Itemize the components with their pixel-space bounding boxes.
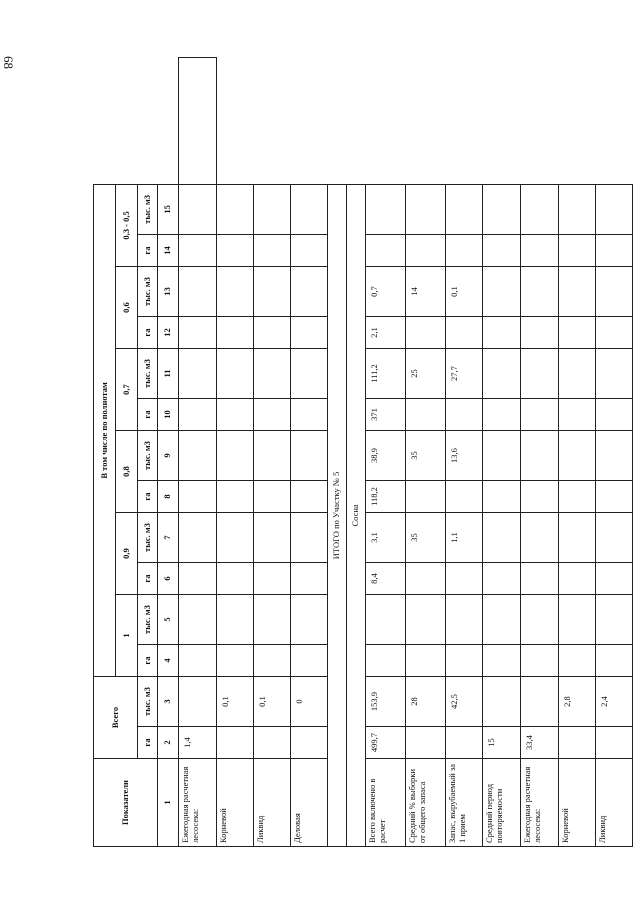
- table-cell: [366, 184, 406, 234]
- table-row: [366, 58, 406, 847]
- header-ha: га: [138, 235, 158, 267]
- table-cell: [559, 727, 596, 759]
- table-cell: [254, 399, 291, 431]
- table-cell: [291, 399, 328, 431]
- table-cell: 0,1: [254, 677, 291, 727]
- row-label: Ежегодная расчетная лесосека:: [179, 759, 217, 847]
- table-cell: [596, 595, 633, 645]
- table-cell: [596, 481, 633, 513]
- table-cell: 27,7: [446, 349, 483, 399]
- column-number: 13: [158, 267, 179, 317]
- table-cell: [217, 431, 254, 481]
- header-ha: га: [138, 399, 158, 431]
- table-cell: [559, 563, 596, 595]
- table-cell: [559, 235, 596, 267]
- table-cell: [179, 349, 217, 399]
- row-label: Средний % выборки от общего запаса: [406, 759, 446, 847]
- table-cell: [559, 645, 596, 677]
- section-title-row: [328, 58, 347, 847]
- table-cell: [483, 513, 521, 563]
- table-row: [559, 58, 596, 847]
- table-cell: [406, 184, 446, 234]
- table-cell: 2,4: [596, 677, 633, 727]
- table-cell: [179, 513, 217, 563]
- table-row: [521, 58, 559, 847]
- table-cell: 3,1: [366, 513, 406, 563]
- column-number: 8: [158, 481, 179, 513]
- table-cell: 15: [483, 727, 521, 759]
- table-cell: [596, 317, 633, 349]
- table-cell: 0,1: [446, 267, 483, 317]
- table-cell: 28: [406, 677, 446, 727]
- table-cell: [483, 349, 521, 399]
- table-cell: [406, 727, 446, 759]
- table-cell: [179, 267, 217, 317]
- table-cell: [179, 563, 217, 595]
- table-row: [596, 58, 633, 847]
- table-cell: [521, 563, 559, 595]
- table-cell: [559, 513, 596, 563]
- table-row: [446, 58, 483, 847]
- column-number: 5: [158, 595, 179, 645]
- column-number: 6: [158, 563, 179, 595]
- table-cell: [366, 595, 406, 645]
- table-cell: [446, 563, 483, 595]
- table-cell: [521, 184, 559, 234]
- table-cell: [596, 513, 633, 563]
- table-cell: [366, 235, 406, 267]
- row-label: Ликвид: [254, 759, 291, 847]
- table-cell: [406, 235, 446, 267]
- table-cell: [291, 184, 328, 234]
- header-volume: тыс. м3: [138, 513, 158, 563]
- table-cell: 2,1: [366, 317, 406, 349]
- row-label: Запас, вырубаемый за 1 прием: [446, 759, 483, 847]
- row-label: Ликвид: [596, 759, 633, 847]
- table-cell: [254, 563, 291, 595]
- table-cell: [483, 317, 521, 349]
- table-row: [217, 58, 254, 847]
- table-cell: [596, 349, 633, 399]
- table-cell: [521, 431, 559, 481]
- table-cell: [406, 595, 446, 645]
- column-number: 4: [158, 645, 179, 677]
- table-cell: [179, 399, 217, 431]
- table-cell: [559, 481, 596, 513]
- table-cell: [483, 399, 521, 431]
- table-cell: [446, 399, 483, 431]
- row-label: Деловая: [291, 759, 328, 847]
- table-cell: [596, 563, 633, 595]
- table-cell: [483, 481, 521, 513]
- header-by-density: В том числе по полнотам: [94, 184, 116, 676]
- table-cell: [217, 481, 254, 513]
- table-cell: 35: [406, 431, 446, 481]
- table-cell: [521, 399, 559, 431]
- table-cell: [559, 399, 596, 431]
- table-cell: [254, 349, 291, 399]
- table-cell: [254, 235, 291, 267]
- table-cell: [217, 727, 254, 759]
- header-ha: га: [138, 563, 158, 595]
- header-volume: тыс. м3: [138, 349, 158, 399]
- table-cell: 0,1: [217, 677, 254, 727]
- table-cell: [559, 184, 596, 234]
- table-cell: [406, 399, 446, 431]
- table-cell: [291, 595, 328, 645]
- table-cell: [521, 677, 559, 727]
- table-cell: [483, 431, 521, 481]
- header-density: 0,7: [116, 349, 138, 431]
- table-cell: [254, 513, 291, 563]
- column-number: 3: [158, 677, 179, 727]
- table-cell: [521, 267, 559, 317]
- table-cell: [596, 399, 633, 431]
- table-cell: [406, 563, 446, 595]
- table-cell: [559, 431, 596, 481]
- table-cell: [291, 267, 328, 317]
- column-number: 14: [158, 235, 179, 267]
- table-cell: 0: [291, 677, 328, 727]
- header-ha: га: [138, 481, 158, 513]
- table-cell: 2,8: [559, 677, 596, 727]
- table-cell: [406, 645, 446, 677]
- row-label: Ежегодная расчетная лесосека:: [521, 759, 559, 847]
- column-number: 10: [158, 399, 179, 431]
- table-cell: 33,4: [521, 727, 559, 759]
- table-cell: [291, 513, 328, 563]
- header-ha: га: [138, 645, 158, 677]
- species-label: Сосна: [347, 184, 366, 846]
- header-volume: тыс. м3: [138, 431, 158, 481]
- row-label: Корневой: [217, 759, 254, 847]
- table-cell: [179, 677, 217, 727]
- table-cell: 0,7: [366, 267, 406, 317]
- species-row: [347, 58, 366, 847]
- row-label: Средний период повторяемости: [483, 759, 521, 847]
- table-cell: 371: [366, 399, 406, 431]
- table-cell: [521, 481, 559, 513]
- table-cell: [254, 317, 291, 349]
- table-cell: [254, 645, 291, 677]
- table-cell: [521, 349, 559, 399]
- table-row: [179, 58, 217, 847]
- header-density: 0,6: [116, 267, 138, 349]
- rotated-table-wrapper: [93, 57, 609, 847]
- table-cell: [446, 645, 483, 677]
- cutting-area-table: [93, 57, 633, 847]
- table-cell: [366, 645, 406, 677]
- table-cell: [521, 595, 559, 645]
- table-cell: [521, 513, 559, 563]
- table-cell: [483, 235, 521, 267]
- table-cell: 13,6: [446, 431, 483, 481]
- table-cell: [291, 481, 328, 513]
- table-cell: [217, 645, 254, 677]
- upper-rows: [179, 58, 328, 847]
- table-cell: [217, 267, 254, 317]
- table-cell: [217, 317, 254, 349]
- table-cell: [559, 317, 596, 349]
- table-cell: 499,7: [366, 727, 406, 759]
- header-density: 0,9: [116, 513, 138, 595]
- table-cell: 42,5: [446, 677, 483, 727]
- header-volume: тыс. м3: [138, 267, 158, 317]
- table-cell: [446, 317, 483, 349]
- table-row: [406, 58, 446, 847]
- column-number: 15: [158, 184, 179, 234]
- table-cell: [406, 317, 446, 349]
- table-cell: [596, 431, 633, 481]
- table-cell: [217, 563, 254, 595]
- table-cell: [254, 595, 291, 645]
- header-volume: тыс. м3: [138, 595, 158, 645]
- table-cell: [254, 481, 291, 513]
- table-cell: [291, 235, 328, 267]
- table-cell: [559, 349, 596, 399]
- table-cell: [217, 349, 254, 399]
- table-cell: [217, 235, 254, 267]
- table-row: [291, 58, 328, 847]
- table-cell: [596, 267, 633, 317]
- table-cell: [217, 595, 254, 645]
- table-cell: [291, 431, 328, 481]
- header-indicators: Показатели: [94, 759, 158, 847]
- table-cell: [179, 235, 217, 267]
- table-cell: 25: [406, 349, 446, 399]
- table-cell: 111,2: [366, 349, 406, 399]
- header-density: 0,8: [116, 431, 138, 513]
- table-cell: [291, 727, 328, 759]
- table-cell: [596, 235, 633, 267]
- table-cell: [217, 513, 254, 563]
- table-cell: [291, 645, 328, 677]
- table-cell: [483, 677, 521, 727]
- row-label: Корневой: [559, 759, 596, 847]
- table-cell: [483, 184, 521, 234]
- table-cell: [559, 267, 596, 317]
- table-cell: [179, 184, 217, 234]
- table-cell: [254, 431, 291, 481]
- column-number: 2: [158, 727, 179, 759]
- table-cell: [483, 563, 521, 595]
- table-cell: [179, 431, 217, 481]
- table-cell: 8,4: [366, 563, 406, 595]
- table-cell: [179, 58, 217, 185]
- lower-rows: [366, 58, 633, 847]
- table-row: [483, 58, 521, 847]
- column-number-row: [158, 58, 179, 847]
- table-cell: 38,9: [366, 431, 406, 481]
- table-cell: [596, 645, 633, 677]
- table-cell: [559, 595, 596, 645]
- table-cell: [254, 267, 291, 317]
- table-cell: [521, 235, 559, 267]
- table-cell: [179, 317, 217, 349]
- table-cell: [483, 595, 521, 645]
- header-density: 0,3 - 0,5: [116, 184, 138, 266]
- header-density: 1: [116, 595, 138, 677]
- table-cell: [179, 645, 217, 677]
- column-number: 1: [158, 759, 179, 847]
- section-title: ИТОГО по Участку № 5: [328, 184, 347, 846]
- row-label: Всего включено в расчет: [366, 759, 406, 847]
- table-cell: [596, 184, 633, 234]
- table-cell: 35: [406, 513, 446, 563]
- header-ha: га: [138, 317, 158, 349]
- table-cell: [254, 184, 291, 234]
- table-cell: [217, 399, 254, 431]
- table-cell: [179, 481, 217, 513]
- table-cell: 14: [406, 267, 446, 317]
- header-ha: га: [138, 727, 158, 759]
- table-cell: [446, 184, 483, 234]
- table-cell: [291, 349, 328, 399]
- column-number: 7: [158, 513, 179, 563]
- table-cell: [596, 727, 633, 759]
- table-cell: 1,1: [446, 513, 483, 563]
- table-cell: [406, 481, 446, 513]
- table-row: [254, 58, 291, 847]
- table-cell: [179, 595, 217, 645]
- table-cell: [446, 595, 483, 645]
- table-cell: 153,9: [366, 677, 406, 727]
- table-cell: [217, 184, 254, 234]
- table-cell: [446, 481, 483, 513]
- table-cell: [446, 235, 483, 267]
- header-total: Всего: [94, 677, 138, 759]
- table-cell: 1,4: [179, 727, 217, 759]
- column-number: 9: [158, 431, 179, 481]
- table-cell: [291, 317, 328, 349]
- table-cell: [483, 267, 521, 317]
- table-cell: [254, 727, 291, 759]
- table-cell: [521, 645, 559, 677]
- table-cell: [483, 645, 521, 677]
- column-number: 11: [158, 349, 179, 399]
- column-number: 12: [158, 317, 179, 349]
- header-volume: тыс. м3: [138, 677, 158, 727]
- table-cell: 118,2: [366, 481, 406, 513]
- page-number: 68: [1, 56, 16, 69]
- table-cell: [291, 563, 328, 595]
- header-volume: тыс. м3: [138, 184, 158, 234]
- table-cell: [521, 317, 559, 349]
- table-cell: [446, 727, 483, 759]
